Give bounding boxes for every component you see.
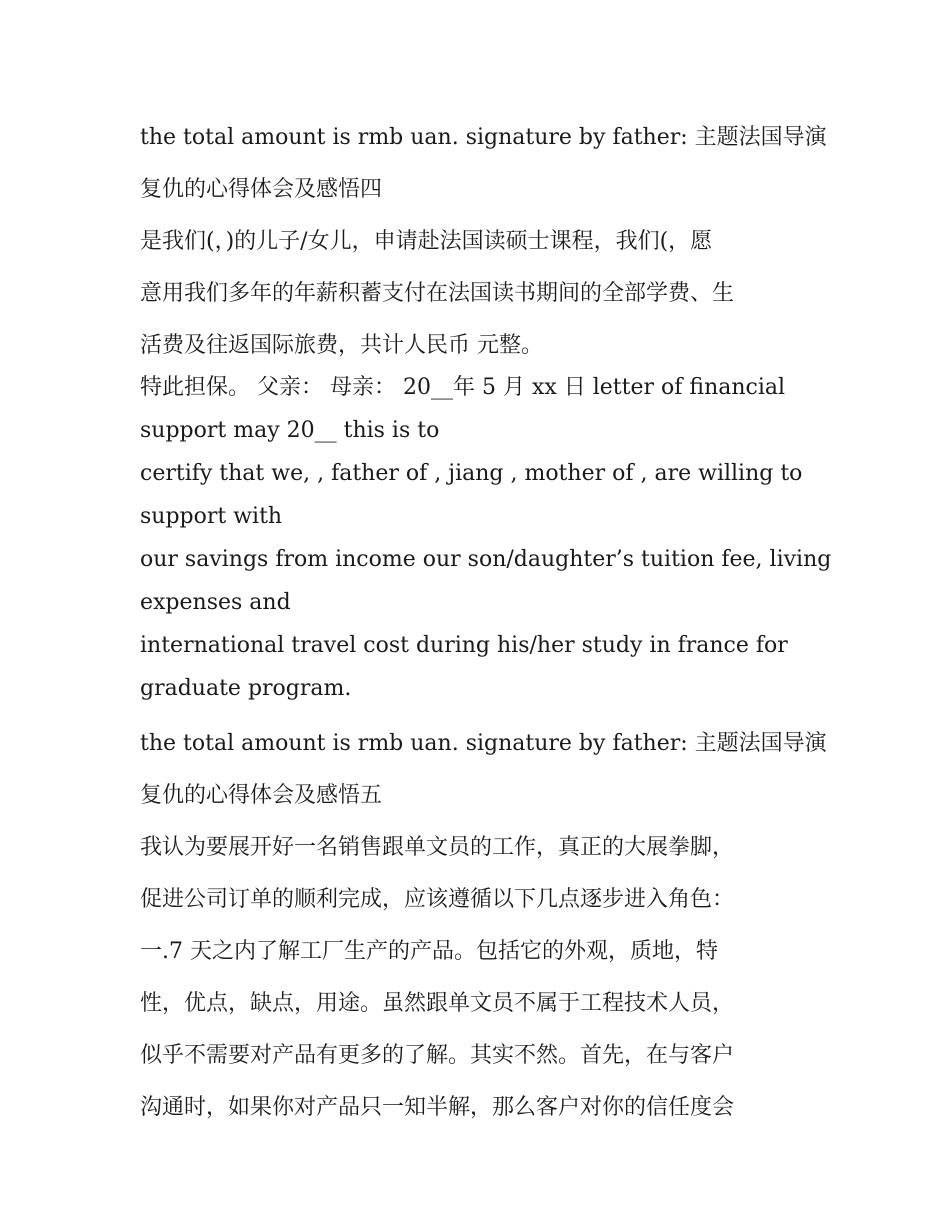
text-line: 是我们(，)的儿子/女儿，申请赴法国读硕士课程，我们(，愿: [140, 229, 713, 254]
paragraph-block-top: [140, 112, 827, 372]
text-line: 复仇的心得体会及感悟四: [140, 177, 383, 202]
text-line: expenses and: [140, 590, 291, 615]
text-line: 促进公司订单的顺利完成，应该遵循以下几点逐步进入角色：: [140, 887, 735, 912]
text-line: graduate program.: [140, 676, 352, 701]
text-line: 沟通时，如果你对产品只一知半解，那么客户对你的信任度会: [140, 1095, 735, 1120]
text-line: 一.7 天之内了解工厂生产的产品。包括它的外观，质地，特: [140, 939, 718, 964]
text-line: 复仇的心得体会及感悟五: [140, 783, 383, 808]
text-line: 似乎不需要对产品有更多的了解。其实不然。首先，在与客户: [140, 1043, 735, 1068]
paragraph-block-middle: [140, 366, 832, 710]
text-line: 性，优点，缺点，用途。虽然跟单文员不属于工程技术人员，: [140, 991, 735, 1016]
text-line: support with: [140, 504, 283, 529]
text-line: our savings from income our son/daughter’s tuition fee, living: [140, 547, 832, 572]
text-line: 我认为要展开好一名销售跟单文员的工作，真正的大展拳脚，: [140, 835, 735, 860]
text-line: international travel cost during his/her study in france for: [140, 633, 788, 658]
text-line: the total amount is rmb uan. signature by father: 主题法国导演: [140, 125, 827, 150]
paragraph-block-bottom: [140, 718, 827, 1134]
text-line: 活费及往返国际旅费，共计人民币 元整。: [140, 333, 543, 358]
text-line: support may 20__ this is to: [140, 418, 440, 443]
text-line: 特此担保。 父亲： 母亲： 20__年 5 月 xx 日 letter of financial: [140, 375, 786, 400]
text-line: 意用我们多年的年薪积蓄支付在法国读书期间的全部学费、生: [140, 281, 735, 306]
text-line: the total amount is rmb uan. signature by father: 主题法国导演: [140, 731, 827, 756]
text-line: certify that we, , father of , jiang , mother of , are willing to: [140, 461, 803, 486]
